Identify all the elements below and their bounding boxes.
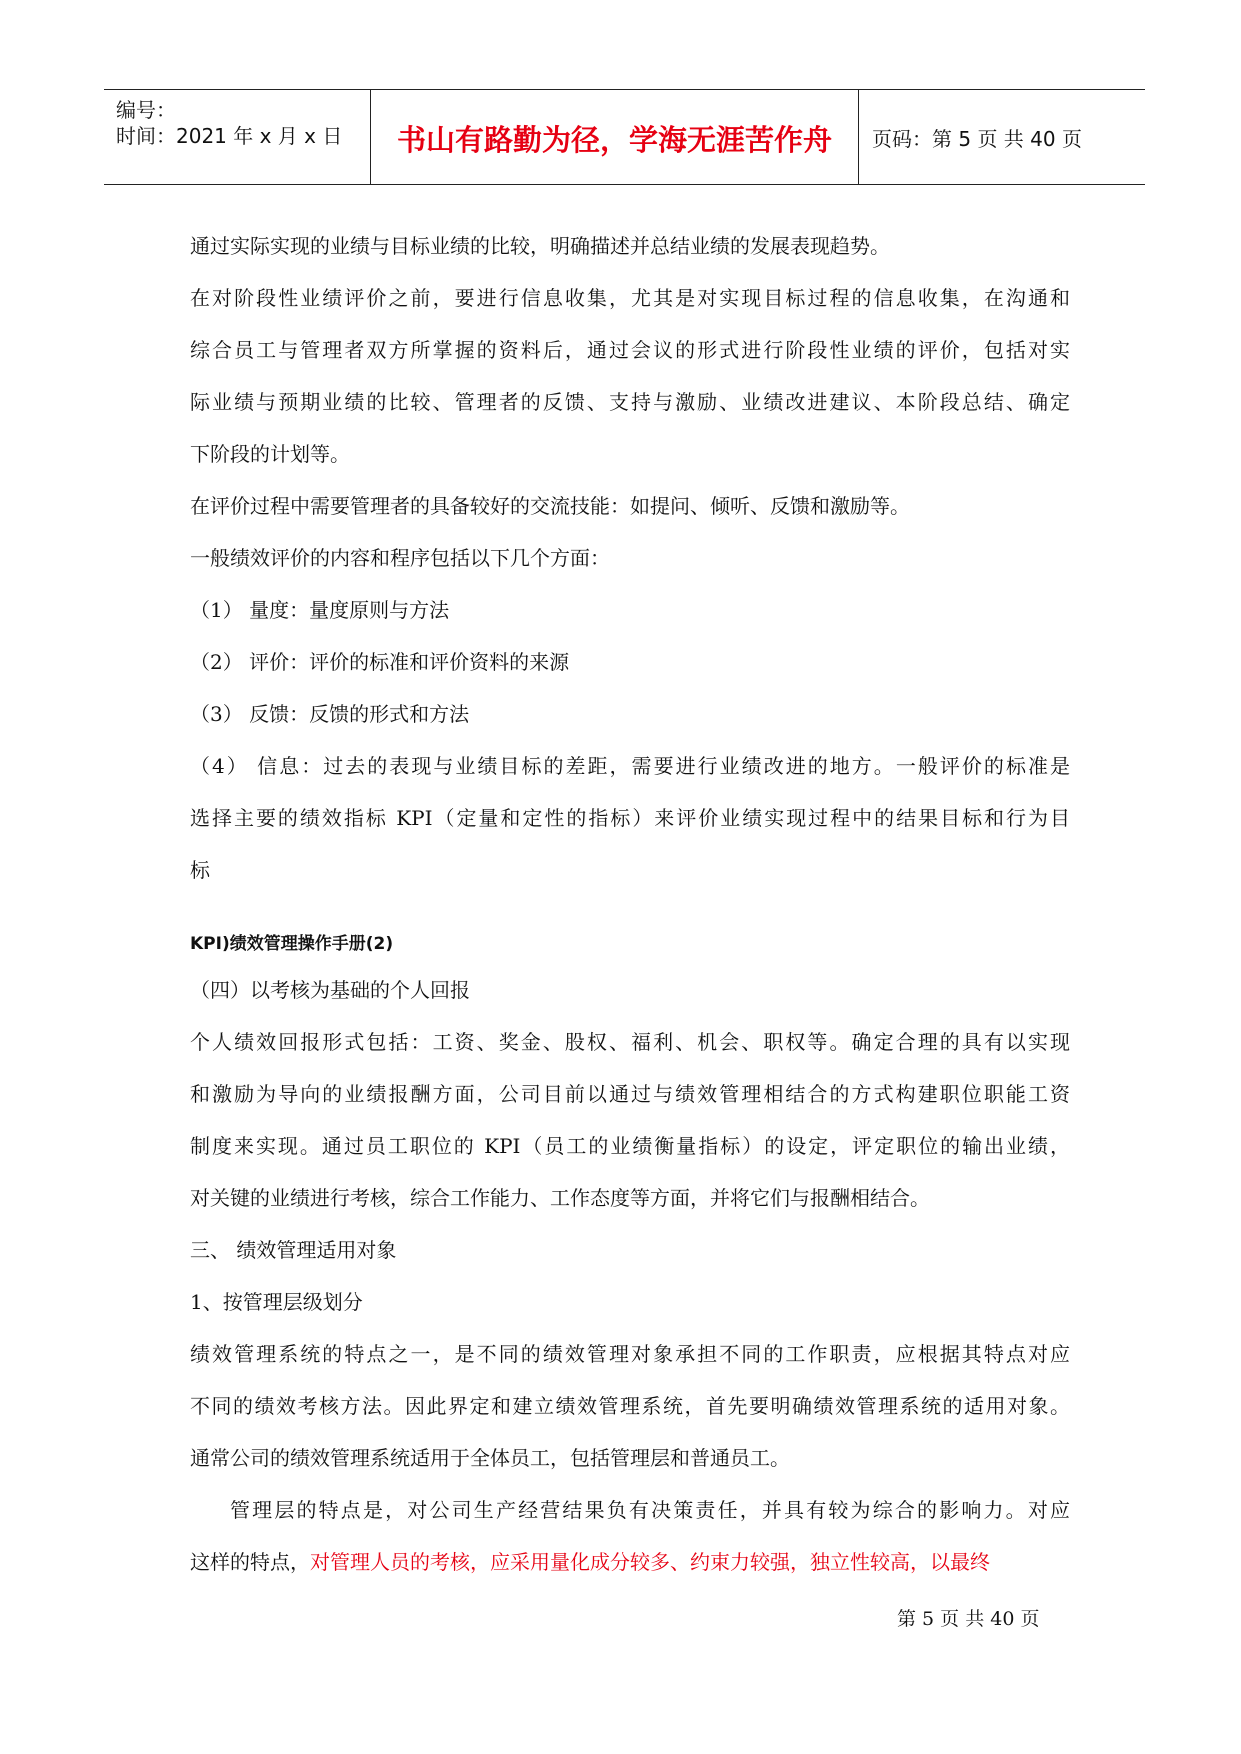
highlighted-text: 对管理人员的考核，应采用量化成分较多、约束力较强，独立性较高，以最终 (310, 1550, 990, 1574)
document-time: 时间：2021 年 x 月 x 日 (116, 124, 343, 148)
paragraph-line: 通常公司的绩效管理系统适用于全体员工，包括管理层和普通员工。 (190, 1446, 790, 1470)
paragraph-line (190, 1536, 1070, 1588)
document-number-label: 编号： (116, 98, 176, 122)
section-heading: KPI)绩效管理操作手册(2) (190, 934, 394, 954)
paragraph-line: 通过实际实现的业绩与目标业绩的比较，明确描述并总结业绩的发展表现趋势。 (190, 234, 890, 258)
paragraph-text: 这样的特点， (190, 1550, 310, 1574)
paragraph-line: 选择主要的绩效指标 KPI（定量和定性的指标）来评价业绩实现过程中的结果目标和行为目 (190, 806, 1070, 830)
paragraph-line: 际业绩与预期业绩的比较、管理者的反馈、支持与激励、业绩改进建议、本阶段总结、确定 (190, 390, 1070, 414)
header-right-cell (860, 90, 1145, 184)
paragraph-line: 个人绩效回报形式包括：工资、奖金、股权、福利、机会、职权等。确定合理的具有以实现 (190, 1030, 1070, 1054)
list-item: （2） 评价：评价的标准和评价资料的来源 (190, 650, 570, 674)
header-page-number: 页码：第 5 页 共 40 页 (872, 127, 1082, 151)
paragraph-line: 管理层的特点是，对公司生产经营结果负有决策责任，并具有较为综合的影响力。对应 (230, 1498, 1070, 1522)
paragraph-line: 不同的绩效考核方法。因此界定和建立绩效管理系统，首先要明确绩效管理系统的适用对象。 (190, 1394, 1070, 1418)
paragraph-line: 综合员工与管理者双方所掌握的资料后，通过会议的形式进行阶段性业绩的评价，包括对实 (190, 338, 1070, 362)
header-table (104, 89, 1145, 185)
footer-page-number: 第 5 页 共 40 页 (897, 1608, 1040, 1630)
list-item: （4） 信息：过去的表现与业绩目标的差距，需要进行业绩改进的地方。一般评价的标准是 (190, 754, 1070, 778)
list-item: （1） 量度：量度原则与方法 (190, 598, 450, 622)
section-title: 三、 绩效管理适用对象 (190, 1238, 397, 1262)
subsection-title: （四）以考核为基础的个人回报 (190, 978, 470, 1002)
paragraph-line: 在评价过程中需要管理者的具备较好的交流技能：如提问、倾听、反馈和激励等。 (190, 494, 910, 518)
paragraph-line: 下阶段的计划等。 (190, 442, 350, 466)
paragraph-line: 和激励为导向的业绩报酬方面，公司目前以通过与绩效管理相结合的方式构建职位职能工资 (190, 1082, 1070, 1106)
spacer (190, 896, 1070, 924)
header-middle-cell (371, 90, 859, 184)
list-item: （3） 反馈：反馈的形式和方法 (190, 702, 470, 726)
paragraph-line: 标 (190, 858, 210, 882)
paragraph-line: 制度来实现。通过员工职位的 KPI（员工的业绩衡量指标）的设定，评定职位的输出业绩， (190, 1134, 1070, 1158)
header-motto: 书山有路勤为径，学海无涯苦作舟 (396, 123, 832, 157)
paragraph-line: 绩效管理系统的特点之一，是不同的绩效管理对象承担不同的工作职责，应根据其特点对应 (190, 1342, 1070, 1366)
paragraph-line: 一般绩效评价的内容和程序包括以下几个方面： (190, 546, 610, 570)
paragraph-line: 在对阶段性业绩评价之前，要进行信息收集，尤其是对实现目标过程的信息收集，在沟通和 (190, 286, 1070, 310)
document-body (190, 220, 1070, 1588)
header-left-cell (104, 90, 371, 184)
subsection-title: 1、按管理层级划分 (190, 1290, 363, 1314)
paragraph-line: 对关键的业绩进行考核，综合工作能力、工作态度等方面，并将它们与报酬相结合。 (190, 1186, 930, 1210)
